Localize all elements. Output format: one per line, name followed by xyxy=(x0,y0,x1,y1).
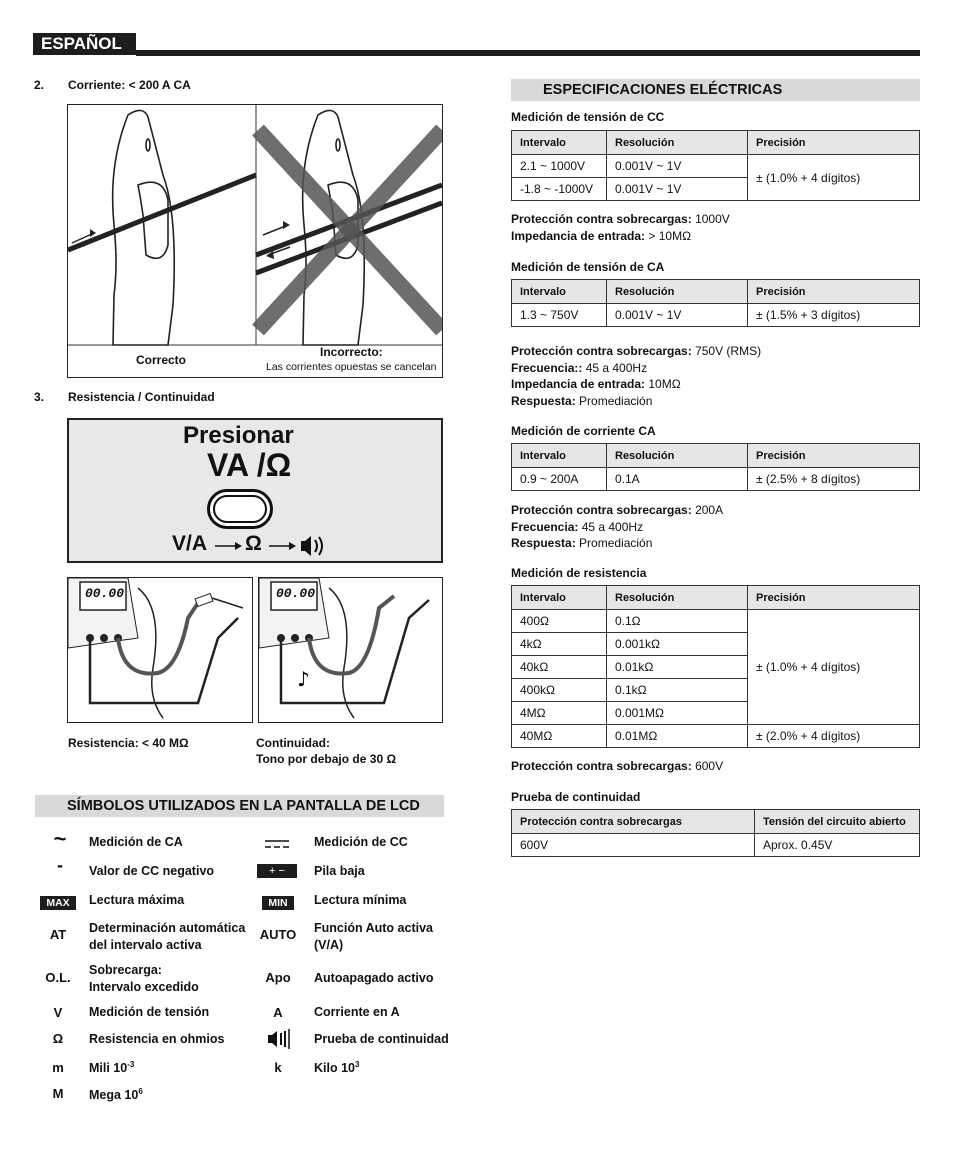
symbol-desc: Autoapagado activo xyxy=(314,971,434,985)
table-row: 400Ω 0.1Ω ± (1.0% + 4 dígitos) xyxy=(512,610,920,633)
symbol-desc: Mili $10^{-3}$ xyxy=(89,1060,135,1076)
cont-table: Protección contra sobrecargas Tensión del circuito abierto 600V Aprox. 0.45V xyxy=(511,809,920,857)
mega-symbol: M xyxy=(52,1086,64,1101)
dcv-notes: Protección contra sobrecargas: 1000V Impedancia de entrada: > 10MΩ xyxy=(511,212,730,243)
col-resolution: Resolución xyxy=(607,131,748,155)
res-table: Intervalo Resolución Precisión 400Ω 0.1Ω ± (1.0% + 4 dígitos) 4kΩ 0.001kΩ 40kΩ 0.01kΩ 400kΩ 0.1kΩ 4MΩ 0.001MΩ 40MΩ 0.01MΩ ± (2.0% + 4 dígitos) xyxy=(511,585,920,748)
press-panel xyxy=(67,418,443,563)
dcv-heading: Medición de tensión de CC xyxy=(511,110,665,124)
symbol-desc: Resistencia en ohmios xyxy=(89,1032,225,1046)
acv-table: Intervalo Resolución Precisión 1.3 ~ 750V 0.001V ~ 1V ± (1.5% + 3 dígitos) xyxy=(511,279,920,327)
negative-symbol: - xyxy=(57,855,63,875)
meter-display-reading: 00.00 xyxy=(85,586,125,601)
milli-symbol: m xyxy=(52,1060,64,1075)
mode-seq-ohm: Ω xyxy=(245,532,262,555)
symbol-desc: Valor de CC negativo xyxy=(89,864,215,878)
symbols-title: SÍMBOLOS UTILIZADOS EN LA PANTALLA DE LCD xyxy=(35,795,444,817)
continuity-caption-2: Tono por debajo de 30 Ω xyxy=(256,752,397,766)
ac-symbol: ~ xyxy=(53,826,67,851)
table-row: 4kΩ 0.001kΩ xyxy=(512,633,920,656)
continuity-beep-icon xyxy=(299,534,329,558)
res-heading: Medición de resistencia xyxy=(511,566,647,580)
arrow-icon xyxy=(269,541,297,551)
va-ohm-button[interactable] xyxy=(207,489,273,529)
symbol-desc: Medición de tensión xyxy=(89,1005,210,1019)
continuity-meter-figure xyxy=(258,577,443,723)
continuity-caption-1: Continuidad: xyxy=(256,736,330,750)
symbol-desc: Medición de CC xyxy=(314,835,408,849)
step-2-title: Corriente: < 200 A CA xyxy=(68,78,191,92)
symbol-desc: Lectura máxima xyxy=(89,893,185,907)
min-symbol: MIN xyxy=(262,896,293,910)
battery-low-icon: + − xyxy=(257,864,297,878)
apo-symbol: Apo xyxy=(265,970,291,985)
correct-caption: Correcto xyxy=(136,353,187,367)
symbol-desc: Prueba de continuidad xyxy=(314,1032,449,1046)
music-note-icon: ♪ xyxy=(297,667,310,691)
clamp-figure xyxy=(67,104,443,378)
incorrect-note: Las corrientes opuestas se cancelan xyxy=(266,361,437,373)
symbol-desc: Pila baja xyxy=(314,864,365,878)
resistance-caption: Resistencia: < 40 MΩ xyxy=(68,736,189,750)
arrow-icon xyxy=(215,541,243,551)
table-row: 0.9 ~ 200A 0.1A ± (2.5% + 8 dígitos) xyxy=(512,468,920,491)
resistance-meter-figure xyxy=(67,577,253,723)
symbol-desc: Mega $10^6$ xyxy=(89,1087,143,1103)
table-row: 40MΩ 0.01MΩ ± (2.0% + 4 dígitos) xyxy=(512,725,920,748)
continuity-icon xyxy=(266,1028,292,1050)
voltage-symbol: V xyxy=(53,1005,63,1020)
dcv-table xyxy=(511,130,920,201)
kilo-symbol: k xyxy=(274,1060,282,1075)
col-accuracy: Precisión xyxy=(748,131,920,155)
col-range: Intervalo xyxy=(512,131,607,155)
incorrect-caption: Incorrecto: xyxy=(320,345,383,359)
max-symbol: MAX xyxy=(40,896,75,910)
symbol-desc: Función Auto activa (V/A) xyxy=(314,921,433,952)
acv-notes: Protección contra sobrecargas: 750V (RMS) Frecuencia:: 45 a 400Hz Impedancia de entrada: 10MΩ Respuesta: Promediación xyxy=(511,344,762,408)
ohm-symbol: Ω xyxy=(52,1031,64,1046)
cont-heading: Prueba de continuidad xyxy=(511,790,641,804)
aca-heading: Medición de corriente CA xyxy=(511,424,656,438)
header-rule xyxy=(136,50,920,56)
symbol-desc: Kilo $10^3$ xyxy=(314,1060,360,1076)
at-symbol: AT xyxy=(49,927,67,942)
language-tab: ESPAÑOL xyxy=(33,33,136,55)
mode-seq-va: V/A xyxy=(172,532,208,555)
amps-symbol: A xyxy=(273,1005,283,1020)
dc-symbol-icon xyxy=(263,838,293,850)
meter-display-reading: 00.00 xyxy=(276,586,316,601)
table-row: 1.3 ~ 750V 0.001V ~ 1V ± (1.5% + 3 dígitos) xyxy=(512,304,920,327)
symbols-table xyxy=(35,826,455,1116)
step-3-number: 3. xyxy=(34,390,45,404)
overload-symbol: O.L. xyxy=(45,970,71,985)
table-row: 40kΩ 0.01kΩ xyxy=(512,656,920,679)
symbol-desc: Medición de CA xyxy=(89,835,183,849)
table-row: 400kΩ 0.1kΩ xyxy=(512,679,920,702)
clamp-illustration xyxy=(68,105,442,377)
table-row: 600V Aprox. 0.45V xyxy=(512,834,920,857)
aca-notes: Protección contra sobrecargas: 200A Frecuencia: 45 a 400Hz Respuesta: Promediación xyxy=(511,503,724,550)
aca-table: Intervalo Resolución Precisión 0.9 ~ 200A 0.1A ± (2.5% + 8 dígitos) xyxy=(511,443,920,491)
table-row: 2.1 ~ 1000V 0.001V ~ 1V ± (1.0% + 4 dígitos) xyxy=(512,155,920,178)
symbol-desc: Sobrecarga: Intervalo excedido xyxy=(89,963,199,994)
va-ohm-label: VA /Ω xyxy=(207,447,292,483)
symbol-desc: Determinación automática del intervalo activa xyxy=(89,921,246,952)
table-row: -1.8 ~ -1000V 0.001V ~ 1V xyxy=(512,178,920,201)
table-row: 4MΩ 0.001MΩ xyxy=(512,702,920,725)
symbol-desc: Lectura mínima xyxy=(314,893,407,907)
step-3-title: Resistencia / Continuidad xyxy=(68,390,215,404)
step-2-number: 2. xyxy=(34,78,45,92)
press-label: Presionar xyxy=(183,422,294,449)
specs-title: ESPECIFICACIONES ELÉCTRICAS xyxy=(511,79,920,101)
acv-heading: Medición de tensión de CA xyxy=(511,260,665,274)
res-notes: Protección contra sobrecargas: 600V xyxy=(511,759,724,773)
auto-symbol: AUTO xyxy=(259,927,297,942)
symbol-desc: Corriente en A xyxy=(314,1005,400,1019)
